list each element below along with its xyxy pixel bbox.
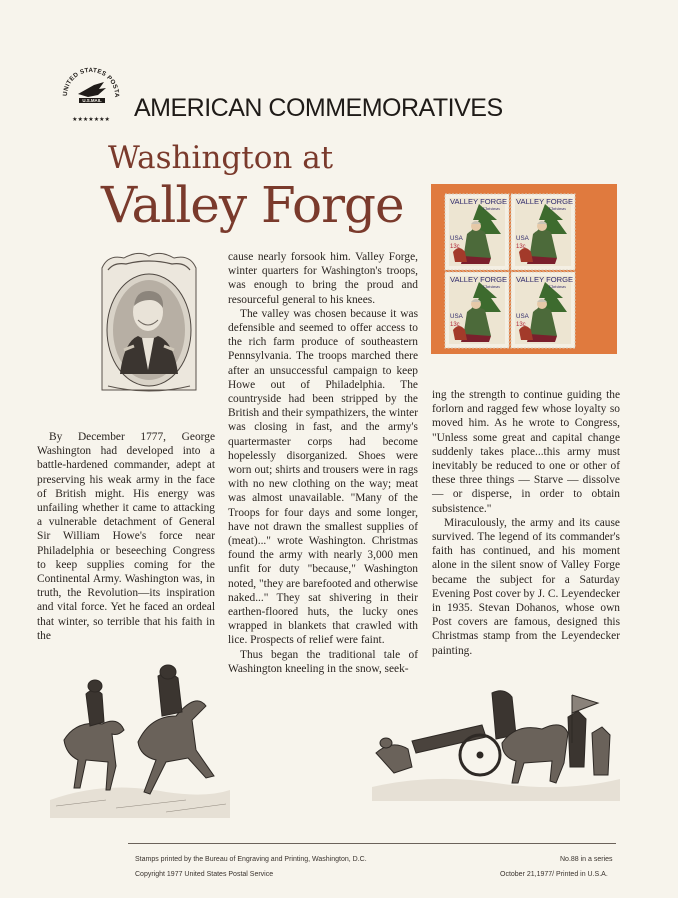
christmas-stamp [511, 194, 575, 270]
christmas-stamp [445, 272, 509, 348]
washington-portrait-engraving [98, 250, 200, 398]
article-column-2 [228, 250, 418, 676]
stamp-country: USA [516, 235, 529, 242]
stamp-denomination: 13c [516, 244, 526, 250]
usps-seal-logo [58, 60, 124, 126]
copyright-notice: Copyright 1977 United States Postal Service [135, 871, 274, 878]
stamp-caption: VALLEY FORGE [516, 275, 574, 284]
page-title-line-1: Washington at [108, 140, 334, 176]
horsemen-engraving [46, 650, 232, 818]
printer-credit: Stamps printed by the Bureau of Engraving and Printing, Washington, D.C. [135, 856, 367, 863]
svg-text:U.S.MAIL: U.S.MAIL [82, 98, 102, 104]
stamp-denomination: 13c [450, 322, 460, 328]
svg-text:UNITED STATES POSTAL SERVICE: UNITED STATES POSTA [61, 66, 121, 98]
stamp-country: USA [450, 235, 463, 242]
stamp-country: USA [516, 313, 529, 320]
series-number: No.88 in a series [560, 856, 613, 863]
christmas-stamp [511, 272, 575, 348]
article-paragraph: ing the strength to continue guiding the forlorn and ragged few whose loyalty so moved him. As he wrote to Congress, "Unless some great and capital change suddenly takes place...this army must inevitably be reduced to one or other of these three things — Starve — dissolve — or disperse, in order to obtain subsistence." [432, 389, 620, 515]
article-paragraph: cause nearly forsook him. Valley Forge, winter quarters for Washington's troops, was enough to bring the proud and resourceful general to his knees. [228, 251, 418, 306]
page-title-line-2: Valley Forge [101, 176, 404, 234]
stamp-subcaption: Christmas [549, 284, 566, 289]
svg-text:★★★★★★★: ★★★★★★★ [72, 116, 110, 123]
stamp-subcaption: Christmas [549, 206, 566, 211]
stamp-caption: VALLEY FORGE [450, 197, 508, 206]
article-paragraph: Thus began the traditional tale of Washington kneeling in the snow, seek- [228, 648, 418, 675]
footer-divider [128, 843, 616, 844]
article-paragraph: By December 1777, George Washington had developed into a battle-hardened commander, adept at preserving his weak army in the face of British might. His energy was unfailing whether it came to attacking a vulnerable detachment of General Sir William Howe's force near Philadelphia or beseeching Congress to keep supplies coming for the Continental Army. Washington was, in truth, the Revolution—its inspiration and vital force. Yet he faced an ordeal that winter, so terrible that his faith in the [37, 431, 215, 642]
stamp-country: USA [450, 313, 463, 320]
stamp-denomination: 13c [516, 322, 526, 328]
stamp-subcaption: Christmas [483, 206, 500, 211]
series-title: AMERICAN COMMEMORATIVES [134, 94, 503, 122]
stamp-denomination: 13c [450, 244, 460, 250]
stamp-block [431, 184, 617, 354]
article-column-3 [432, 388, 620, 658]
christmas-stamp [445, 194, 509, 270]
stamp-caption: VALLEY FORGE [516, 197, 574, 206]
article-paragraph: The valley was chosen because it was defensible and seemed to offer access to the rich farm produce of southeastern Pennsylvania. The troops marched there after an unsuccessful campaign to keep Howe out of Philadelphia. The countryside had been stripped by the British and their sympathizers, the winter was closing in fast, and the army's quartermaster corps had become hopelessly disorganized. Shoes were worn out; shirts and trousers were in rags with no new clothing on the way; meat was almost unavailable. "Many of the Troops for four days and some longer, have not drawn the smallest supplies of (meat)..." wrote Washington. Christmas found the army with nearly 3,000 men unfit for duty "because," Washington noted, "they are barefooted and otherwise naked..." They sat shivering in their earthen-floored huts, the lucky ones wrapped in blankets that crawled with lice. Prospects of relief were faint. [228, 307, 418, 647]
article-paragraph: Miraculously, the army and its cause survived. The legend of its commander's faith has continued, and his moment alone in the silent snow of Valley Forge became the subject for a Saturday Evening Post cover by J. C. Leyendecker in 1935. Stevan Dohanos, whose own Post covers are famous, designed this Christmas stamp from the Leyendecker painting. [432, 516, 620, 657]
article-column-1 [37, 430, 215, 643]
cannon-scene-engraving [372, 683, 620, 801]
stamp-caption: VALLEY FORGE [450, 275, 508, 284]
print-date: October 21,1977/ Printed in U.S.A. [500, 871, 608, 878]
stamp-subcaption: Christmas [483, 284, 500, 289]
